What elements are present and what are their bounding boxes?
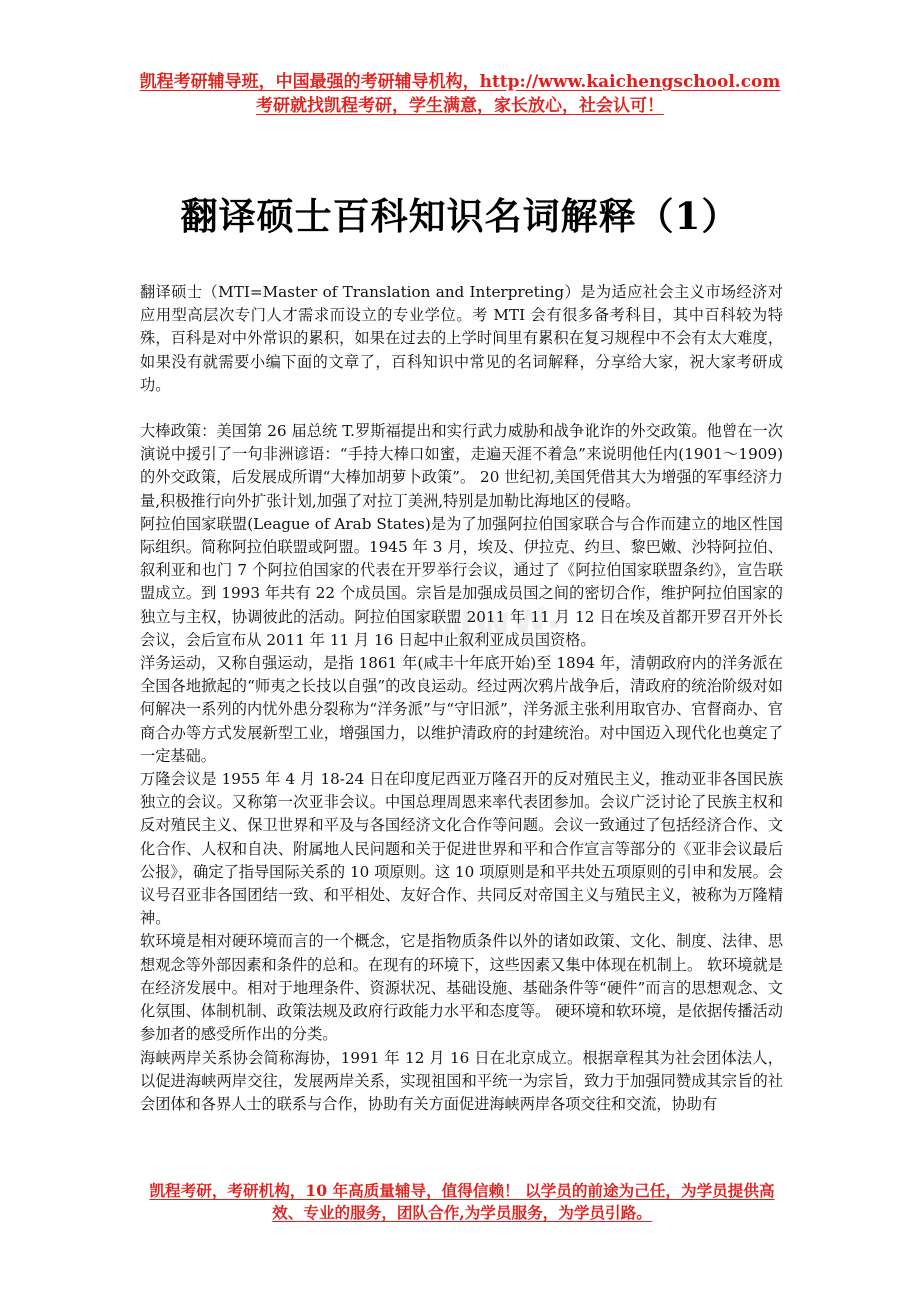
document-title: 翻译硕士百科知识名词解释（1） (180, 194, 740, 238)
footer-promo-text: 凯程考研，考研机构，10 年高质量辅导，值得信赖！ 以学员的前途为己任，为学员提供高效、专业的服务，团队合作,为学员服务，为学员引路。 (149, 1181, 775, 1222)
entry-soft-environment: 软环境是相对硬环境而言的一个概念，它是指物质条件以外的诸如政策、文化、制度、法律、思想观念等外部因素和条件的总和。在现有的环境下，这些因素又集中体现在机制上。 软环境就是在经济发展中。相对于地理条件、资源状况、基础设施、基础条件等“硬件”而言的思想观念、文化氛围、体制机制、政策法规及政府行政能力水平和态度等。 硬环境和软环境，是依据传播活动参加者的感受所作出的分类。 (140, 932, 783, 1044)
page-header (0, 70, 920, 118)
document-body (140, 281, 783, 1116)
intro-paragraph: 翻译硕士（MTI=Master of Translation and Interpreting）是为适应社会主义市场经济对应用型高层次专门人才需求而设立的专业学位。考 MTI 会有很多备考科目，其中百科较为特殊，百科是对中外常识的累积，如果在过去的上学时间里有累积在复习规程中不会有太大难度，如果没有就需要小编下面的文章了，百科知识中常见的名词解释，分享给大家，祝大家考研成功。 (140, 283, 783, 394)
entry-arab-league: 阿拉伯国家联盟(League of Arab States)是为了加强阿拉伯国家联合与合作而建立的地区性国际组织。简称阿拉伯联盟或阿盟。1945 年 3 月，埃及、伊拉克、约旦、黎巴嫩、沙特阿拉伯、叙利亚和也门 7 个阿拉伯国家的代表在开罗举行会议，通过了《阿拉伯国家联盟条约》，宣告联盟成立。到 1993 年共有 22 个成员国。宗旨是加强成员国之间的密切合作，维护阿拉伯国家的独立与主权，协调彼此的活动。阿拉伯国家联盟 2011 年 11 月 12 日在埃及首都开罗召开外长会议，会后宣布从 2011 年 11 月 16 日起中止叙利亚成员国资格。 (140, 514, 783, 649)
entry-westernization-movement: 洋务运动，又称自强运动，是指 1861 年(咸丰十年底开始)至 1894 年，清朝政府内的洋务派在全国各地掀起的“师夷之长技以自强”的改良运动。经过两次鸦片战争后，清政府的统治阶级对如何解决一系列的内忧外患分裂称为“洋务派”与“守旧派”，洋务派主张利用取官办、官督商办、官商合办等方式发展新型工业，增强国力，以维护清政府的封建统治。对中国迈入现代化也奠定了一定基础。 (140, 654, 783, 765)
page-footer (138, 1180, 786, 1224)
header-promo-line-2: 考研就找凯程考研，学生满意，家长放心，社会认可！ (256, 96, 664, 116)
entry-arats: 海峡两岸关系协会简称海协，1991 年 12 月 16 日在北京成立。根据章程其为社会团体法人，以促进海峡两岸交往，发展两岸关系，实现祖国和平统一为宗旨，致力于加强同赞成其宗旨的社会团体和各界人士的联系与合作，协助有关方面促进海峡两岸各项交往和交流，协助有 (140, 1048, 783, 1113)
header-promo-line-1[interactable]: 凯程考研辅导班，中国最强的考研辅导机构，http://www.kaichengschool.com (139, 72, 781, 92)
entry-bandung-conference: 万隆会议是 1955 年 4 月 18-24 日在印度尼西亚万隆召开的反对殖民主义，推动亚非各国民族独立的会议。又称第一次亚非会议。中国总理周恩来率代表团参加。会议广泛讨论了民族主权和反对殖民主义、保卫世界和平及与各国经济文化合作等问题。会议一致通过了包括经济合作、文化合作、人权和自决、附属地人民问题和关于促进世界和平和合作宣言等部分的《亚非会议最后公报》，确定了指导国际关系的 10 项原则。这 10 项原则是和平共处五项原则的引申和发展。会议号召亚非各国团结一致、和平相处、友好合作、共同反对帝国主义与殖民主义，被称为万隆精神。 (140, 770, 783, 928)
watermark: Www. (427, 591, 564, 655)
entry-big-stick-policy: 大棒政策：美国第 26 届总统 T.罗斯福提出和实行武力威胁和战争讹诈的外交政策。他曾在一次演说中援引了一句非洲谚语：“手持大棒口如蜜，走遍天涯不着急”来说明他任内(1901～1909)的外交政策，后发展成所谓“大棒加胡萝卜政策”。 20 世纪初,美国凭借其大为增强的军事经济力量,积极推行向外扩张计划,加强了对拉丁美洲,特别是加勒比海地区的侵略。 (140, 422, 783, 510)
